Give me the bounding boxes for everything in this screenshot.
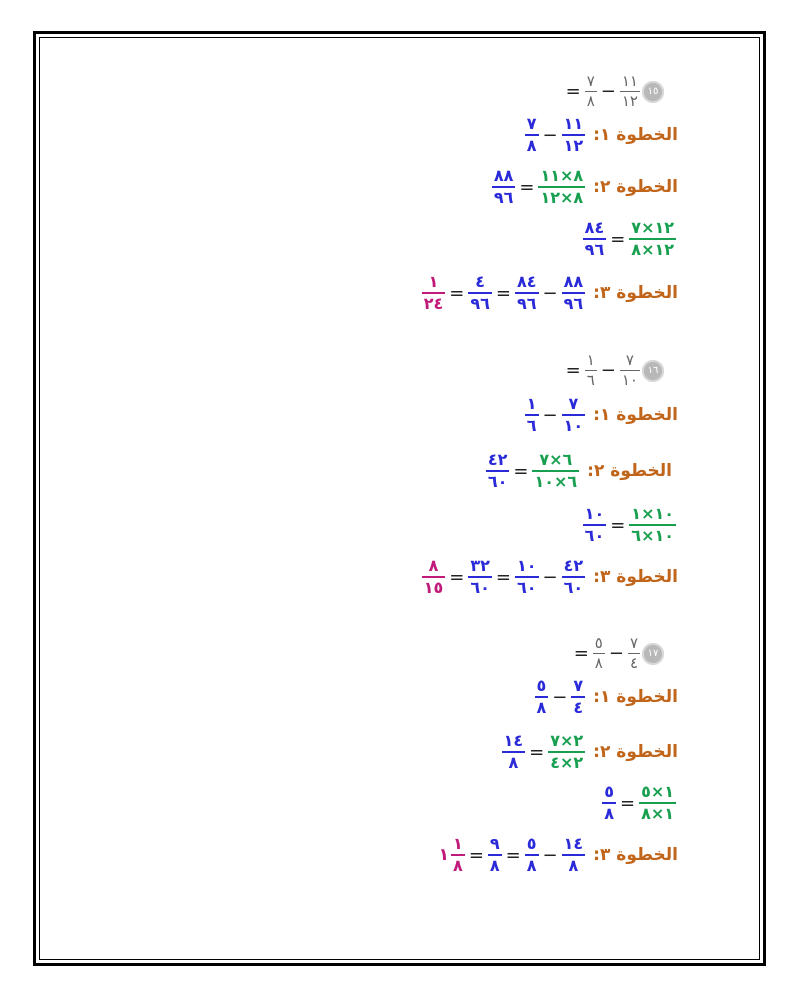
equals-sign: = — [495, 282, 511, 304]
fraction: $\frac{٢\times ٧}{٢\times ٤}$ — [550, 731, 584, 772]
minus-sign: − — [542, 282, 558, 304]
problem-15-step3 — [420, 274, 678, 312]
problem-17-step3 — [438, 836, 678, 874]
minus-sign: − — [542, 844, 558, 866]
problem-15-step1 — [523, 116, 678, 154]
problem-15-step2-row1 — [490, 168, 678, 206]
step-label: الخطوة ١: — [593, 687, 678, 707]
fraction: $\frac{٥}{٨}$ — [536, 676, 547, 717]
fraction: $\frac{٥}{٨}$ — [526, 834, 537, 875]
minus-sign: − — [600, 81, 616, 102]
problem-15-question — [564, 74, 678, 109]
fraction: $\frac{٨٨}{٩٦}$ — [563, 272, 584, 313]
fraction: $\frac{١٠}{٦٠}$ — [517, 556, 537, 597]
equals-sign: = — [468, 844, 484, 866]
equals-sign: = — [565, 360, 581, 381]
fraction: $\frac{١٠\times ١}{١٠\times ٦}$ — [631, 504, 674, 545]
fraction: $\frac{٧}{٤}$ — [573, 676, 584, 717]
step-label: الخطوة ٣: — [593, 283, 678, 303]
fraction: $\frac{٦\times ٧}{٦\times ١٠}$ — [534, 450, 578, 491]
equals-sign: = — [505, 844, 521, 866]
problem-17-step2-row2 — [600, 784, 678, 822]
minus-sign: − — [608, 643, 624, 664]
fraction: $\frac{١}{٦}$ — [586, 351, 595, 389]
step-label: الخطوة ١: — [593, 125, 678, 145]
fraction: $\frac{١٠}{٦٠}$ — [584, 504, 605, 545]
result-fraction: $\frac{١}{٢٤}$ — [423, 272, 444, 313]
fraction: $\frac{١}{٦}$ — [526, 394, 537, 435]
fraction: $\frac{٤}{٩٦}$ — [470, 272, 490, 313]
fraction: $\frac{٥}{٨}$ — [604, 782, 614, 823]
problem-17-question — [572, 636, 678, 671]
fraction: $\frac{١٤}{٨}$ — [563, 834, 584, 875]
fraction: $\frac{٣٢}{٦٠}$ — [470, 556, 490, 597]
result-whole-number: ١ — [438, 845, 450, 865]
problem-number-badge: ١٧ — [642, 643, 664, 665]
fraction: $\frac{٧}{١٠}$ — [563, 394, 584, 435]
problem-16-step3 — [420, 558, 678, 596]
minus-sign: − — [542, 124, 558, 146]
fraction: $\frac{٨٤}{٩٦}$ — [517, 272, 537, 313]
step-label: الخطوة ٢: — [593, 177, 678, 197]
fraction: $\frac{١١}{١٢}$ — [563, 114, 584, 155]
step-label: الخطوة ٢: — [587, 461, 672, 481]
fraction: $\frac{٤٢}{٦٠}$ — [563, 556, 584, 597]
fraction: $\frac{٤٢}{٦٠}$ — [487, 450, 508, 491]
step-label: الخطوة ٢: — [593, 742, 678, 762]
step-label: الخطوة ١: — [593, 405, 678, 425]
equals-sign: = — [610, 514, 626, 536]
problem-number-badge: ١٥ — [642, 81, 664, 103]
fraction: $\frac{٧}{١٠}$ — [621, 351, 638, 389]
problem-15-step2-row2 — [581, 220, 678, 258]
problem-16-step2-row1 — [484, 452, 672, 490]
fraction: $\frac{٨٨}{٩٦}$ — [493, 166, 514, 207]
problem-16-question — [564, 353, 678, 388]
step-label: الخطوة ٣: — [593, 845, 678, 865]
equals-sign: = — [519, 176, 535, 198]
problem-17-step1 — [533, 678, 678, 716]
fraction: $\frac{٧}{٨}$ — [586, 72, 595, 110]
equals-sign: = — [619, 792, 636, 814]
equals-sign: = — [573, 643, 589, 664]
fraction: $\frac{٩}{٨}$ — [489, 834, 500, 875]
fraction: $\frac{٨٤}{٩٦}$ — [584, 218, 605, 259]
equals-sign: = — [449, 566, 465, 588]
fraction: $\frac{١٢\times ٧}{١٢\times ٨}$ — [631, 218, 674, 259]
equals-sign: = — [513, 460, 529, 482]
fraction: $\frac{١\times ٥}{١\times ٨}$ — [641, 782, 674, 823]
step-label: الخطوة ٣: — [593, 567, 678, 587]
problem-16-step2-row2 — [581, 506, 678, 544]
minus-sign: − — [552, 686, 568, 708]
fraction: $\frac{٨\times ١١}{٨\times ١٢}$ — [540, 166, 584, 207]
minus-sign: − — [542, 566, 558, 588]
equals-sign: = — [610, 228, 626, 250]
equals-sign: = — [565, 81, 581, 102]
fraction: $\frac{٧}{٤}$ — [629, 634, 638, 672]
problem-17-step2-row1 — [500, 733, 678, 771]
fraction: $\frac{١٤}{٨}$ — [503, 731, 524, 772]
fraction: $\frac{٥}{٨}$ — [594, 634, 603, 672]
equals-sign: = — [449, 282, 465, 304]
minus-sign: − — [600, 360, 616, 381]
fraction: $\frac{١١}{١٢}$ — [621, 72, 638, 110]
result-fraction: $\frac{٨}{١٥}$ — [423, 556, 444, 597]
result-fraction: $\frac{١}{٨}$ — [453, 834, 463, 875]
problem-number-badge: ١٦ — [642, 360, 664, 382]
equals-sign: = — [529, 741, 545, 763]
minus-sign: − — [542, 404, 558, 426]
fraction: $\frac{٧}{٨}$ — [526, 114, 537, 155]
equals-sign: = — [495, 566, 511, 588]
problem-16-step1 — [523, 396, 678, 434]
